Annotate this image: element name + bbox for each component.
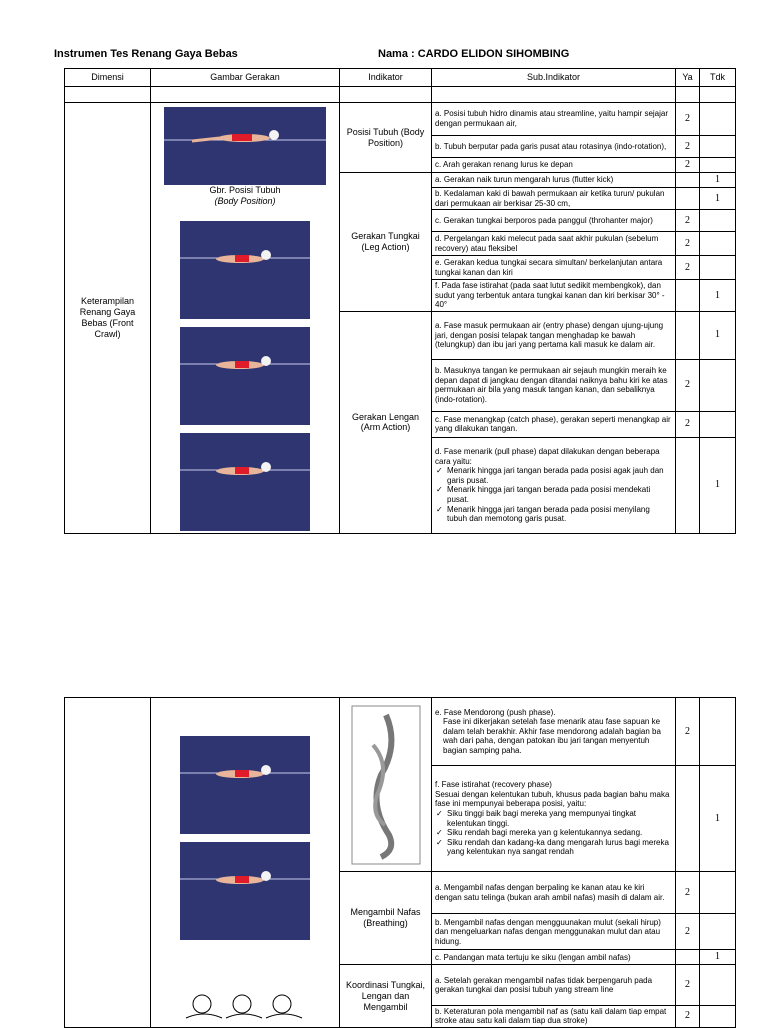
- ya-cell: 2: [676, 411, 700, 437]
- sub-indicator: e. Fase Mendorong (push phase).: [435, 707, 556, 717]
- header-ya: Ya: [676, 69, 700, 87]
- image-caption: Gbr. Posisi Tubuh: [209, 185, 281, 195]
- sub-indicator-pull: [432, 437, 676, 533]
- indicator-breathing: Mengambil Nafas (Breathing): [340, 872, 432, 965]
- table-row: [65, 698, 736, 766]
- sub-indicator: e. Gerakan kedua tungkai secara simultan/ berkelanjutan antara tungkai kanan dan kiri: [432, 256, 676, 280]
- swimmer-image-4: [180, 433, 310, 531]
- tdk-cell: [700, 914, 736, 950]
- ya-cell: 2: [676, 359, 700, 411]
- tdk-cell: [700, 698, 736, 766]
- ya-cell: 2: [676, 158, 700, 173]
- header-dimensi: Dimensi: [65, 69, 151, 87]
- list-item: ✓ Menarik hingga jari tangan berada pada posisi agak jauh dan garis pusat.: [447, 466, 672, 485]
- ya-cell: 2: [676, 256, 700, 280]
- ya-cell: [676, 437, 700, 533]
- ya-cell: 2: [676, 103, 700, 136]
- ya-cell: [676, 311, 700, 359]
- tdk-cell: [700, 232, 736, 256]
- sub-indicator: d. Pergelangan kaki melecut pada saat akhir pukulan (sebelum recovery) atau fleksibel: [432, 232, 676, 256]
- tdk-cell: [700, 872, 736, 914]
- ya-cell: 2: [676, 872, 700, 914]
- list-item: ✓ Menarik hingga jari tangan berada pada posisi mendekati pusat.: [447, 485, 672, 504]
- list-item: ✓ Siku tinggi baik bagi mereka yang mempunyai tingkat kelentukan tinggi.: [447, 809, 672, 828]
- sub-indicator: a. Fase masuk permukaan air (entry phase) dengan ujung-ujung jari, dengan posisi telapak tangan menghadap ke bawah (telungkup) dan ibu jari yang pertama kali masuk ke dalam air.: [432, 311, 676, 359]
- tdk-cell: [700, 411, 736, 437]
- sub-indicator: b. Mengambil nafas dengan mengguunakan mulut (sekali hirup) dan mengeluarkan nafas dengan menggunakan mulut dan atau hidung.: [432, 914, 676, 950]
- ya-cell: 2: [676, 914, 700, 950]
- list-item: ✓ Menarik hingga jari tangan berada pada posisi menyilang tubuh dan memotong garis pusat.: [447, 505, 672, 524]
- tdk-cell: [700, 256, 736, 280]
- image-cell: [151, 103, 340, 534]
- tdk-cell: [700, 210, 736, 232]
- tdk-cell: 1: [700, 188, 736, 210]
- tdk-cell: 1: [700, 280, 736, 312]
- document-title: Instrumen Tes Renang Gaya Bebas: [54, 48, 238, 60]
- indicator-arm-action: Gerakan Lengan (Arm Action): [340, 311, 432, 533]
- sub-indicator: c. Arah gerakan renang lurus ke depan: [432, 158, 676, 173]
- sub-indicator: a. Setelah gerakan mengambil nafas tidak berpengaruh pada gerakan tungkai dan posisi tubuh yang stream line: [432, 965, 676, 1005]
- dimension-cell-empty: [65, 698, 151, 1028]
- header-indikator: Indikator: [340, 69, 432, 87]
- ya-cell: [676, 950, 700, 965]
- list-item: ✓ Siku rendah bagi mereka yan g kelentukannya sedang.: [447, 828, 672, 838]
- sub-indicator: f. Pada fase istirahat (pada saat lutut sedikit membengkok), dan sudut yang terbentuk antara tungkai kanan dan kiri berkisar 30° - 40°: [432, 280, 676, 312]
- ya-cell: 2: [676, 698, 700, 766]
- swimmer-image-3: [180, 327, 310, 425]
- sub-indicator: a. Posisi tubuh hidro dinamis atau streamline, yaitu hampir sejajar dengan permukaan air,: [432, 103, 676, 136]
- sub-indicator: c. Gerakan tungkai berporos pada panggul (throhanter major): [432, 210, 676, 232]
- header-tdk: Tdk: [700, 69, 736, 87]
- arm-stroke-sketch: [351, 705, 421, 865]
- sub-indicator: a. Mengambil nafas dengan berpaling ke kanan atau ke kiri dengan satu telinga (bukan arah ambil nafas) masih di dalam air.: [432, 872, 676, 914]
- tdk-cell: 1: [700, 173, 736, 188]
- sub-indicator: b. Masuknya tangan ke permukaan air sejauh mungkin meraih ke depan dapat di jangkau dengan ditandai naiknya bahu kiri ke atas permukaan air bila yang masuk tangan kanan, dan sebaliknya (indo-rotation).: [432, 359, 676, 411]
- push-detail: Fase ini dikerjakan setelah fase menarik atau fase sapuan ke dalam telah berakhir. Akhir fase mendorong adalah bagian ba wah dari paha, dengan patokan ibu jari tangan menyentuh bagian samping paha.: [443, 717, 661, 755]
- sub-indicator: d. Fase menarik (pull phase) dapat dilakukan dengan beberapa cara yaitu:: [435, 447, 660, 466]
- swimmer-image-2: [180, 221, 310, 319]
- ya-cell: [676, 173, 700, 188]
- sub-indicator: b. Kedalaman kaki di bawah permukaan air ketika turun/ pukulan dari permukaan air berkisar 25-30 cm,: [432, 188, 676, 210]
- breathing-sketch: [184, 986, 304, 1026]
- tdk-cell: [700, 1005, 736, 1027]
- header-gambar: Gambar Gerakan: [151, 69, 340, 87]
- tdk-cell: [700, 103, 736, 136]
- tdk-cell: 1: [700, 311, 736, 359]
- sub-indicator: c. Pandangan mata tertuju ke siku (lengan ambil nafas): [432, 950, 676, 965]
- indicator-leg-action: Gerakan Tungkai (Leg Action): [340, 173, 432, 312]
- list-item: ✓ Siku rendah dan kadang-ka dang mengarah lurus bagi mereka yang kelentukan nya sangat rendah: [447, 838, 672, 857]
- indicator-body-position: Posisi Tubuh (Body Position): [340, 103, 432, 173]
- assessment-table-2: [64, 697, 736, 1028]
- ya-cell: [676, 280, 700, 312]
- header-row: [65, 69, 736, 87]
- sub-indicator: b. Keteraturan pola mengambil naf as (satu kali dalam tiap empat stroke atau satu kali dalam tiap dua stroke): [432, 1005, 676, 1027]
- dimension-cell: Keterampilan Renang Gaya Bebas (Front Crawl): [65, 103, 151, 534]
- image-cell: [151, 698, 340, 1028]
- sub-indicator-recovery: [432, 766, 676, 872]
- table-row: [65, 103, 736, 136]
- sub-indicator: a. Gerakan naik turun mengarah lurus (flutter kick): [432, 173, 676, 188]
- swimmer-image-1: [164, 107, 326, 185]
- assessment-table-1: [64, 68, 736, 534]
- ya-cell: 2: [676, 232, 700, 256]
- image-caption-sub: (Body Position): [214, 195, 276, 206]
- tdk-cell: [700, 359, 736, 411]
- ya-cell: [676, 766, 700, 872]
- sub-indicator-push: [432, 698, 676, 766]
- tdk-cell: 1: [700, 437, 736, 533]
- swimmer-image-6: [180, 842, 310, 940]
- tdk-cell: [700, 158, 736, 173]
- swimmer-image-5: [180, 736, 310, 834]
- recovery-detail: Sesuai dengan kelentukan tubuh, khusus pada bagian bahu maka fase ini mempunyai beberapa posisi, yaitu:: [435, 789, 670, 809]
- sub-indicator: f. Fase istirahat (recovery phase): [435, 780, 552, 790]
- tdk-cell: [700, 965, 736, 1005]
- header-sub-indikator: Sub.Indikator: [432, 69, 676, 87]
- recovery-list: [435, 809, 672, 857]
- ya-cell: 2: [676, 1005, 700, 1027]
- ya-cell: [676, 188, 700, 210]
- ya-cell: 2: [676, 965, 700, 1005]
- sub-indicator: b. Tubuh berputar pada garis pusat atau rotasinya (indo-rotation),: [432, 136, 676, 158]
- indicator-coordination: Koordinasi Tungkai, Lengan dan Mengambil: [340, 965, 432, 1028]
- tdk-cell: [700, 136, 736, 158]
- tdk-cell: 1: [700, 766, 736, 872]
- sub-indicator: c. Fase menangkap (catch phase), gerakan seperti menangkap air yang dilakukan tangan.: [432, 411, 676, 437]
- ya-cell: 2: [676, 210, 700, 232]
- arm-sketch-cell: [340, 698, 432, 872]
- student-name: Nama : CARDO ELIDON SIHOMBING: [378, 48, 570, 60]
- ya-cell: 2: [676, 136, 700, 158]
- blank-row: [65, 87, 736, 103]
- pull-list: [435, 466, 672, 524]
- tdk-cell: 1: [700, 950, 736, 965]
